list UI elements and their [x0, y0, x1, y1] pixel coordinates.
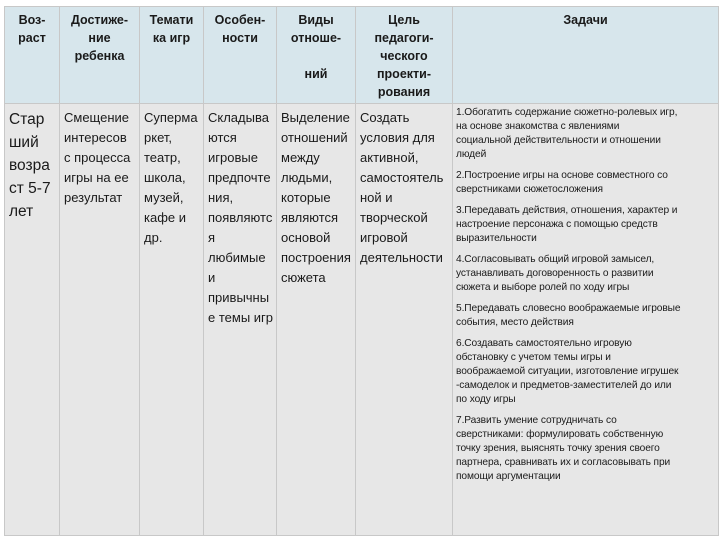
task-item-2: 2.Построение игры на основе совместного со сверстниками сюжетосложения — [456, 170, 668, 195]
task-item-6: 6.Создавать самостоятельно игровую обстановку с учетом темы игры и воображаемой ситуации, изготовление игрушек -самоделок и предметов-заместителей до или по ходу игры — [456, 338, 679, 405]
cell-age: Стар ший возра ст 5-7 лет — [5, 104, 60, 536]
cell-tasks — [453, 104, 719, 536]
header-tasks: Задачи — [453, 7, 719, 104]
header-themes: Темати ка игр — [140, 7, 204, 104]
header-row — [5, 7, 719, 104]
cell-themes: Суперма ркет, театр, школа, музей, кафе и др. — [140, 104, 204, 536]
task-item-7: 7.Развить умение сотрудничать со сверстниками: формулировать собственную точку зрения, выяснять точку зрения своего партнера, сравнивать их и согласовывать при помощи аргументации — [456, 415, 671, 482]
task-item-5: 5.Передавать словесно воображаемые игровые события, место действия — [456, 303, 681, 328]
task-item-4: 4.Согласовывать общий игровой замысел, устанавливать договоренность о развитии сюжета и выборе ролей по ходу игры — [456, 254, 655, 293]
header-achievement: Достиже- ние ребенка — [60, 7, 140, 104]
cell-features: Складыва ются игровые предпочте ния, появляютс я любимые и привычны е темы игр — [204, 104, 277, 536]
game-development-table — [4, 6, 719, 536]
header-features: Особен- ности — [204, 7, 277, 104]
cell-goal: Создать условия для активной, самостоятель ной и творческой игровой деятельности — [356, 104, 453, 536]
table-row — [5, 104, 719, 536]
task-item-3: 3.Передавать действия, отношения, характер и настроение персонажа с помощью средств выразительности — [456, 205, 678, 244]
cell-achievement: Смещение интересов с процесса игры на ее результат — [60, 104, 140, 536]
cell-relations: Выделение отношений между людьми, которые являются основой построения сюжета — [277, 104, 356, 536]
header-relations: Виды отноше- ний — [277, 7, 356, 104]
task-item-1: 1.Обогатить содержание сюжетно-ролевых игр, на основе знакомства с явлениями социальной действительности и отношении людей — [456, 107, 678, 160]
header-goal: Цель педагоги- ческого проекти- рования — [356, 7, 453, 104]
header-age: Воз- раст — [5, 7, 60, 104]
